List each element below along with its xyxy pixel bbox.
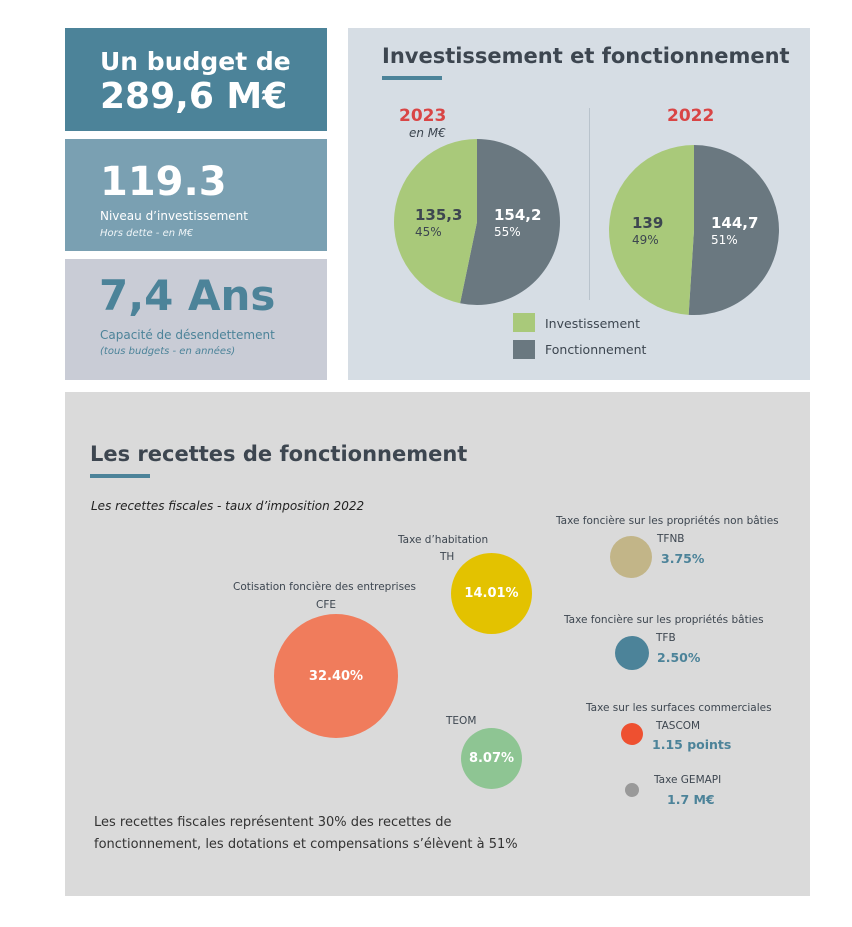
gemapi-value: 1.7 M€ <box>667 792 715 807</box>
pie-2022-value-fonctionnement: 144,7 <box>711 214 759 232</box>
tascom-code: TASCOM <box>656 720 701 732</box>
legend-swatch-investissement <box>513 313 535 332</box>
recettes-title: Les recettes de fonctionnement <box>90 442 468 466</box>
investment-value: 119.3 <box>100 159 227 205</box>
debt-sub: (tous budgets - en années) <box>100 346 236 357</box>
pie-2023-value-investissement: 135,3 <box>415 206 463 224</box>
tfb-label: Taxe foncière sur les propriétés bâties <box>564 614 764 626</box>
pie-2022-year: 2022 <box>667 106 715 126</box>
legend-swatch-fonctionnement <box>513 340 535 359</box>
tascom-value: 1.15 points <box>652 737 732 752</box>
tfb-bubble <box>615 636 649 670</box>
pie-2023-percent-investissement: 45% <box>415 225 442 239</box>
budget-value: 289,6 M€ <box>100 76 288 117</box>
gemapi-bubble <box>625 783 639 797</box>
recettes-title-underline <box>90 474 150 478</box>
invest-title: Investissement et fonctionnement <box>382 44 790 68</box>
teom-bubble <box>461 728 522 789</box>
legend-label-fonctionnement: Fonctionnement <box>545 342 647 357</box>
cfe-bubble <box>274 614 398 738</box>
cfe-label: Cotisation foncière des entreprises <box>233 581 416 593</box>
debt-value: 7,4 Ans <box>99 271 276 320</box>
tascom-bubble <box>621 723 643 745</box>
teom-value: 8.07% <box>468 751 515 766</box>
pie-2023-year: 2023 <box>399 106 447 126</box>
gemapi-label: Taxe GEMAPI <box>654 774 722 786</box>
budget-title: Un budget de <box>100 47 291 76</box>
th-bubble <box>451 553 532 634</box>
th-label: Taxe d’habitation <box>398 534 489 546</box>
investment-label: Niveau d’investissement <box>100 209 248 223</box>
pie-2023-percent-fonctionnement: 55% <box>494 225 521 239</box>
cfe-code: CFE <box>316 599 337 611</box>
legend-label-investissement: Investissement <box>545 316 640 331</box>
pie-2022-percent-investissement: 49% <box>632 233 659 247</box>
recettes-footer-line1: Les recettes fiscales représentent 30% des recettes de <box>94 815 452 830</box>
tfb-value: 2.50% <box>657 650 701 665</box>
tascom-label: Taxe sur les surfaces commerciales <box>586 702 772 714</box>
th-value: 14.01% <box>464 586 519 601</box>
recettes-footer-line2: fonctionnement, les dotations et compensations s’élèvent à 51% <box>94 837 518 852</box>
pie-2022-value-investissement: 139 <box>632 214 664 232</box>
tfnb-value: 3.75% <box>661 551 705 566</box>
recettes-subtitle: Les recettes fiscales - taux d’imposition 2022 <box>91 499 365 513</box>
th-code: TH <box>440 551 455 563</box>
tfnb-bubble <box>610 536 652 578</box>
cfe-value: 32.40% <box>308 668 364 684</box>
tfb-code: TFB <box>656 632 676 644</box>
teom-code: TEOM <box>446 715 477 727</box>
pie-unit: en M€ <box>409 126 446 140</box>
investment-sub: Hors dette - en M€ <box>100 228 194 239</box>
pie-2023-value-fonctionnement: 154,2 <box>494 206 542 224</box>
pie-2022-percent-fonctionnement: 51% <box>711 233 738 247</box>
tfnb-code: TFNB <box>657 533 685 545</box>
tfnb-label: Taxe foncière sur les propriétés non bâties <box>556 515 779 527</box>
debt-label: Capacité de désendettement <box>100 328 275 342</box>
